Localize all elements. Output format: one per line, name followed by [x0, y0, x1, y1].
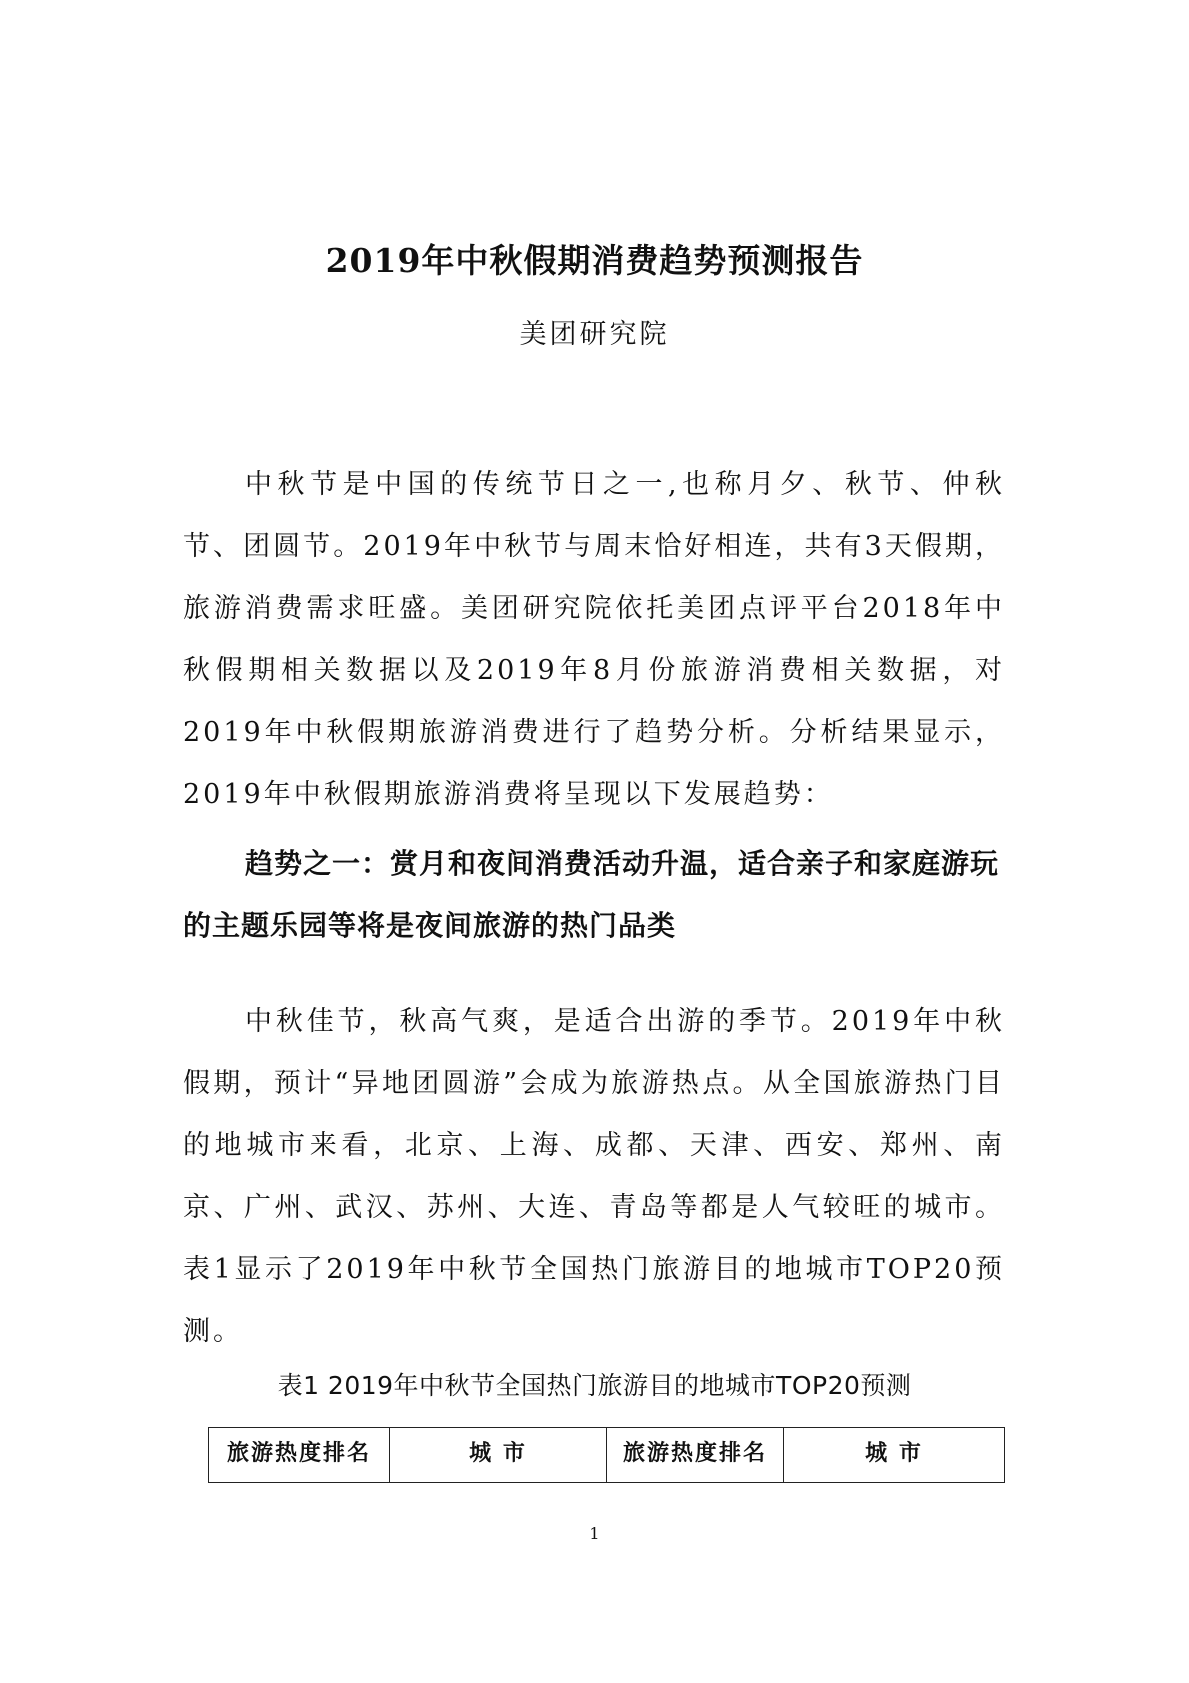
- document-title: 2019年中秋假期消费趋势预测报告: [325, 241, 864, 280]
- ranking-table: [208, 1427, 1005, 1483]
- page-number: 1: [589, 1524, 600, 1543]
- header-rank-2: 旅游热度排名: [607, 1428, 784, 1483]
- header-city-1: 城 市: [390, 1428, 607, 1483]
- author-line: 美团研究院: [519, 319, 670, 350]
- table-header-row: [209, 1428, 1005, 1483]
- intro-paragraph: 中秋节是中国的传统节日之一,也称月夕、秋节、仲秋节、团圆节。2019年中秋节与周末恰好相连，共有3天假期，旅游消费需求旺盛。美团研究院依托美团点评平台2018年中秋假期相关数据以及2019年8月份旅游消费相关数据，对2019年中秋假期旅游消费进行了趋势分析。分析结果显示，2019年中秋假期旅游消费将呈现以下发展趋势：: [183, 469, 1005, 810]
- destinations-paragraph: 中秋佳节，秋高气爽，是适合出游的季节。2019年中秋假期，预计“异地团圆游”会成为旅游热点。从全国旅游热门目的地城市来看，北京、上海、成都、天津、西安、郑州、南京、广州、武汉、苏州、大连、青岛等都是人气较旺的城市。表1显示了2019年中秋节全国热门旅游目的地城市TOP20预测。: [183, 1006, 1005, 1347]
- trend-one-heading: 趋势之一：赏月和夜间消费活动升温，适合亲子和家庭游玩的主题乐园等将是夜间旅游的热门品类: [183, 847, 1000, 942]
- header-rank-1: 旅游热度排名: [209, 1428, 390, 1483]
- header-city-2: 城 市: [784, 1428, 1005, 1483]
- table-caption: 表1 2019年中秋节全国热门旅游目的地城市TOP20预测: [277, 1371, 912, 1400]
